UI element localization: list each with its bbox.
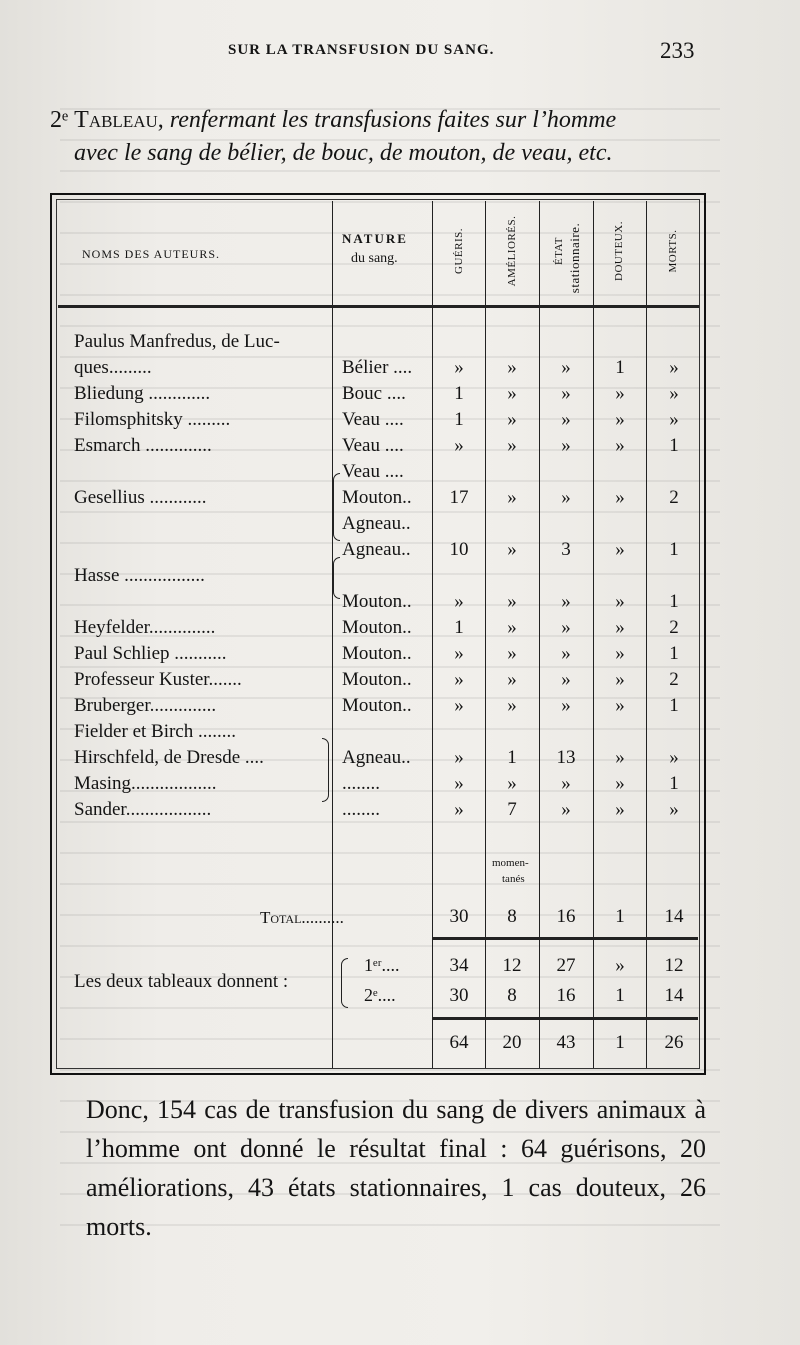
transfusion-table <box>50 193 706 1075</box>
heading-line-2: avec le sang de bélier, de bouc, de mouton, de veau, etc. <box>74 140 613 166</box>
row-value-g: » <box>454 643 464 664</box>
row-value-d: » <box>615 539 625 560</box>
row-nature: Agneau.. <box>342 513 411 534</box>
row-nature: Bélier .... <box>342 357 413 378</box>
row-value-e: » <box>561 409 571 430</box>
total-rule <box>433 937 698 940</box>
row-value-e: » <box>561 487 571 508</box>
row-value-d: » <box>615 617 625 638</box>
row-nature: ........ <box>342 773 380 794</box>
row-author: Paul Schliep ........... <box>74 643 227 664</box>
row-value-a: » <box>507 435 517 456</box>
header-ameliores: AMÉLIORÉS. <box>506 215 518 287</box>
row-value-a: » <box>507 357 517 378</box>
summary-second-gueris: 30 <box>449 985 469 1006</box>
row-value-d: » <box>615 747 625 768</box>
row-nature: Bouc .... <box>342 383 406 404</box>
running-head: SUR LA TRANSFUSION DU SANG. <box>228 42 495 58</box>
row-value-g: 1 <box>454 617 464 638</box>
row-value-d: » <box>615 409 625 430</box>
summary-second-ameliores: 8 <box>507 985 517 1006</box>
row-nature: Mouton.. <box>342 617 412 638</box>
heading-prefix: 2ᵉ <box>50 107 75 133</box>
momentanes-2: tanés <box>502 873 525 885</box>
row-author: Bliedung ............. <box>74 383 211 404</box>
row-value-m: » <box>669 409 679 430</box>
row-value-m: » <box>669 747 679 768</box>
row-nature: Mouton.. <box>342 695 412 716</box>
table-heading <box>50 104 750 170</box>
row-value-e: 3 <box>561 539 571 560</box>
total-douteux: 1 <box>615 906 625 927</box>
row-author: Paulus Manfredus, de Luc- <box>74 331 280 352</box>
col-rule <box>432 201 433 1069</box>
brace-hasse-nature <box>333 557 340 599</box>
grand-gueris: 64 <box>449 1032 469 1053</box>
summary-second-label: 2ᵉ.... <box>364 985 396 1005</box>
summary-first-label: 1ᵉʳ.... <box>364 955 400 975</box>
row-value-a: » <box>507 487 517 508</box>
row-nature: ........ <box>342 799 380 820</box>
summary-second-douteux: 1 <box>615 985 625 1006</box>
row-value-d: » <box>615 383 625 404</box>
row-value-g: 10 <box>449 539 469 560</box>
row-author: Gesellius ............ <box>74 487 207 508</box>
summary-label: Les deux tableaux donnent : <box>74 971 289 992</box>
row-value-m: 2 <box>669 617 679 638</box>
summary-first-ameliores: 12 <box>502 955 522 976</box>
brace-gesellius <box>333 473 340 541</box>
summary-second-morts: 14 <box>664 985 684 1006</box>
row-nature: Agneau.. <box>342 747 411 768</box>
summary-first-gueris: 34 <box>449 955 469 976</box>
row-author: Esmarch .............. <box>74 435 212 456</box>
row-value-e: » <box>561 643 571 664</box>
total-ameliores: 8 <box>507 906 517 927</box>
row-value-d: » <box>615 487 625 508</box>
grand-morts: 26 <box>664 1032 684 1053</box>
row-value-d: » <box>615 435 625 456</box>
col-rule <box>332 201 333 1069</box>
row-nature: Agneau.. <box>342 539 411 560</box>
row-value-e: » <box>561 695 571 716</box>
row-author: Masing.................. <box>74 773 217 794</box>
header-rule <box>58 305 700 308</box>
row-value-m: » <box>669 383 679 404</box>
grand-ameliores: 20 <box>502 1032 522 1053</box>
total-stationnaire: 16 <box>556 906 576 927</box>
row-author: Filomsphitsky ......... <box>74 409 231 430</box>
row-author: Heyfelder.............. <box>74 617 216 638</box>
total-gueris: 30 <box>449 906 469 927</box>
row-value-g: 1 <box>454 409 464 430</box>
row-value-g: 17 <box>449 487 469 508</box>
grand-stationnaire: 43 <box>556 1032 576 1053</box>
total-morts: 14 <box>664 906 684 927</box>
row-nature: Veau .... <box>342 409 404 430</box>
row-author: Bruberger.............. <box>74 695 217 716</box>
row-value-a: 7 <box>507 799 517 820</box>
row-value-e: » <box>561 591 571 612</box>
row-value-g: » <box>454 695 464 716</box>
row-value-a: » <box>507 669 517 690</box>
row-value-a: » <box>507 773 517 794</box>
row-author: Fielder et Birch ........ <box>74 721 236 742</box>
row-value-m: 1 <box>669 435 679 456</box>
summary-rule <box>433 1017 698 1020</box>
header-etat: ÉTAT <box>553 237 565 266</box>
summary-first-douteux: » <box>615 955 625 976</box>
header-gueris: GUÉRIS. <box>453 228 465 274</box>
row-value-e: » <box>561 383 571 404</box>
row-author: Hasse ................. <box>74 565 205 586</box>
row-value-g: » <box>454 591 464 612</box>
row-value-g: » <box>454 669 464 690</box>
header-nature: NATURE <box>342 231 408 246</box>
summary-second-stationnaire: 16 <box>556 985 576 1006</box>
momentanes-1: momen- <box>492 857 529 869</box>
row-value-e: » <box>561 617 571 638</box>
row-author: ques......... <box>74 357 152 378</box>
heading-title: Tableau, <box>74 107 164 133</box>
row-value-e: » <box>561 799 571 820</box>
summary-first-stationnaire: 27 <box>556 955 576 976</box>
row-author: Sander.................. <box>74 799 212 820</box>
row-value-m: 1 <box>669 591 679 612</box>
row-value-g: » <box>454 773 464 794</box>
row-value-d: » <box>615 695 625 716</box>
header-authors: NOMS DES AUTEURS. <box>82 247 221 261</box>
col-rule <box>539 201 540 1069</box>
row-value-m: » <box>669 799 679 820</box>
row-value-m: 2 <box>669 669 679 690</box>
summary-first-morts: 12 <box>664 955 684 976</box>
header-morts: MORTS. <box>667 229 679 273</box>
row-value-a: » <box>507 617 517 638</box>
row-value-a: » <box>507 591 517 612</box>
row-value-d: » <box>615 591 625 612</box>
row-value-a: » <box>507 539 517 560</box>
row-nature: Mouton.. <box>342 669 412 690</box>
conclusion-paragraph: Donc, 154 cas de transfusion du sang de divers animaux à l’homme ont donné le résultat final : 64 guérisons, 20 améliorations, 43 états stationnaires, 1 cas douteux, 26 morts. <box>86 1095 706 1241</box>
brace-fielder <box>322 738 329 802</box>
row-value-m: 1 <box>669 643 679 664</box>
col-rule <box>646 201 647 1069</box>
row-value-g: » <box>454 799 464 820</box>
total-label: Total.......... <box>260 908 344 927</box>
row-value-m: 1 <box>669 539 679 560</box>
row-author: Professeur Kuster....... <box>74 669 242 690</box>
heading-line-1: renfermant les transfusions faites sur l’homme <box>163 107 617 133</box>
col-rule <box>593 201 594 1069</box>
row-value-e: » <box>561 435 571 456</box>
row-value-g: » <box>454 747 464 768</box>
page-number: 233 <box>660 38 695 63</box>
row-nature: Veau .... <box>342 435 404 456</box>
row-value-m: 1 <box>669 773 679 794</box>
row-value-d: 1 <box>615 357 625 378</box>
row-value-g: » <box>454 435 464 456</box>
row-nature: Veau .... <box>342 461 404 482</box>
row-value-d: » <box>615 773 625 794</box>
row-nature: Mouton.. <box>342 487 412 508</box>
row-value-m: 1 <box>669 695 679 716</box>
row-value-e: » <box>561 669 571 690</box>
grand-douteux: 1 <box>615 1032 625 1053</box>
row-value-m: » <box>669 357 679 378</box>
row-value-a: » <box>507 409 517 430</box>
header-douteux: DOUTEUX. <box>613 221 625 281</box>
row-value-e: » <box>561 357 571 378</box>
brace-summary <box>341 958 348 1008</box>
row-author: Hirschfeld, de Dresde .... <box>74 747 264 768</box>
row-nature: Mouton.. <box>342 591 412 612</box>
header-stationnaire: stationnaire. <box>567 222 582 294</box>
row-value-d: » <box>615 799 625 820</box>
row-value-e: » <box>561 773 571 794</box>
row-value-g: » <box>454 357 464 378</box>
header-nature-sub: du sang. <box>351 251 398 266</box>
row-value-a: » <box>507 383 517 404</box>
row-nature: Mouton.. <box>342 643 412 664</box>
col-rule <box>485 201 486 1069</box>
row-value-e: 13 <box>556 747 576 768</box>
row-value-g: 1 <box>454 383 464 404</box>
row-value-a: 1 <box>507 747 517 768</box>
row-value-d: » <box>615 643 625 664</box>
row-value-a: » <box>507 643 517 664</box>
row-value-a: » <box>507 695 517 716</box>
row-value-m: 2 <box>669 487 679 508</box>
row-value-d: » <box>615 669 625 690</box>
